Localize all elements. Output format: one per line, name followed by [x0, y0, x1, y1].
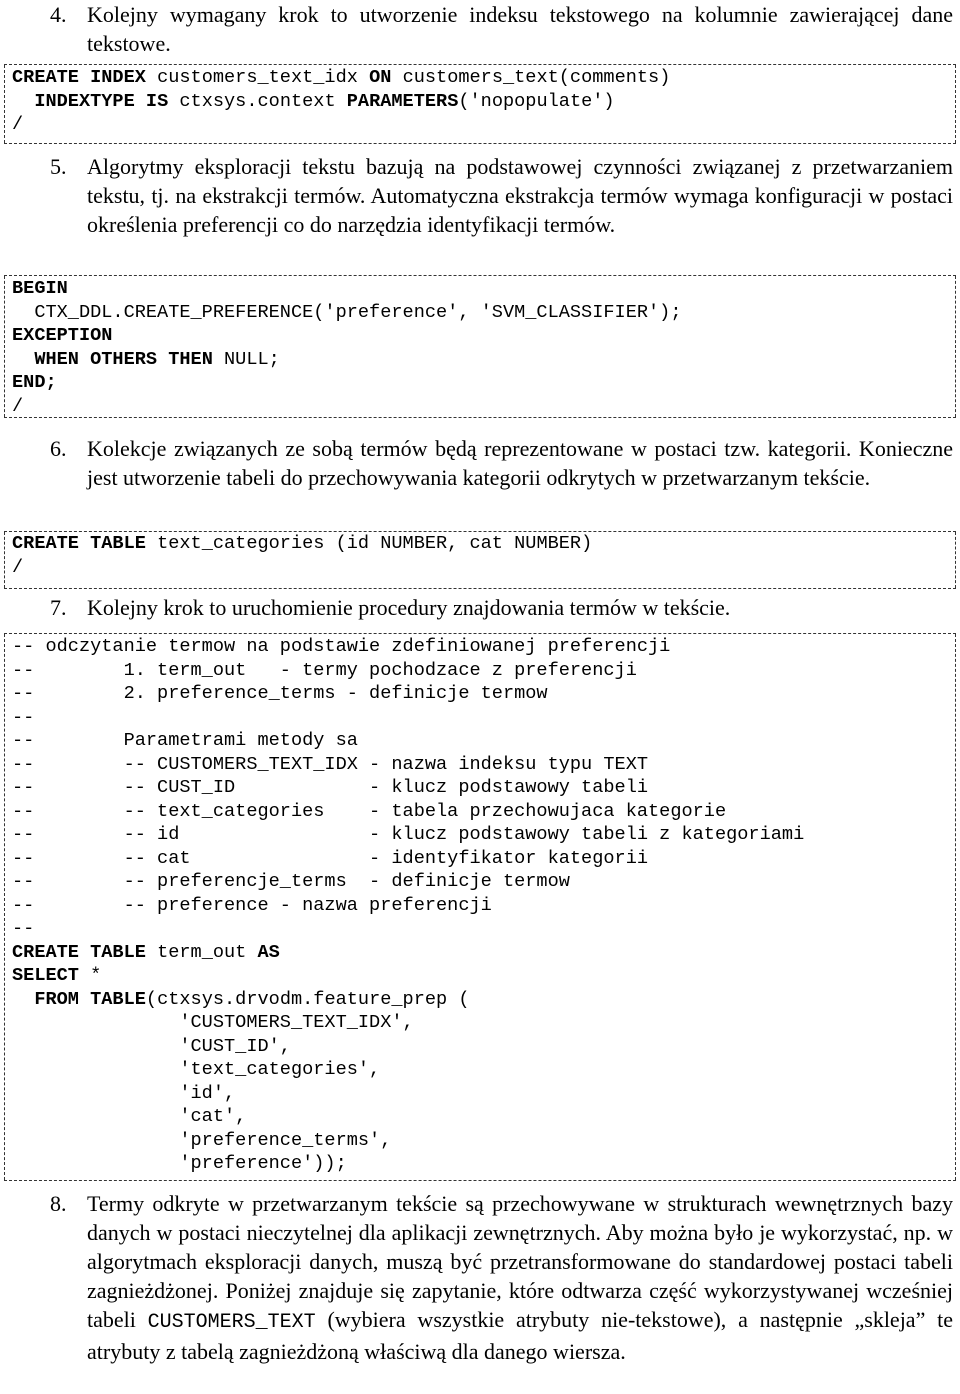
code-line	[12, 847, 956, 871]
code-line	[12, 1105, 956, 1129]
code-text: -- Parametrami metody sa	[12, 730, 358, 751]
paragraph-item-7	[50, 593, 953, 622]
code-line	[12, 395, 956, 419]
code-listing	[4, 66, 956, 137]
code-line	[12, 659, 956, 683]
code-line	[12, 894, 956, 918]
code-line	[12, 90, 956, 114]
code-line	[12, 324, 956, 348]
item-text	[87, 1189, 953, 1366]
code-keyword: ON	[369, 67, 392, 88]
code-text: -- -- cat - identyfikator kategorii	[12, 847, 649, 869]
code-text	[12, 989, 34, 1010]
code-text: 'text_categories',	[12, 1059, 381, 1080]
code-keyword: AS	[257, 941, 280, 963]
item-number: 8.	[50, 1191, 67, 1216]
code-line	[12, 348, 956, 372]
code-line	[12, 532, 956, 556]
item-text: Kolejny wymagany krok to utworzenie indeksu tekstowego na kolumnie zawierającej dane tekstowe.	[87, 2, 953, 56]
item-number: 7.	[50, 595, 67, 620]
code-line	[12, 1058, 956, 1082]
table-name-inline-code: CUSTOMERS_TEXT	[147, 1311, 316, 1334]
code-text: /	[12, 114, 24, 135]
code-line	[12, 753, 956, 777]
item-text: Kolejny krok to uruchomienie procedury znajdowania termów w tekście.	[87, 595, 731, 620]
code-line	[12, 682, 956, 706]
code-line	[12, 964, 956, 988]
paragraph-item-8	[50, 1189, 953, 1366]
code-line	[12, 800, 956, 824]
code-keyword: PARAMETERS	[346, 90, 459, 112]
code-text: ('nopopulate')	[458, 90, 615, 112]
code-line	[12, 301, 956, 325]
code-line	[12, 1129, 956, 1153]
code-listing	[4, 635, 956, 1176]
code-text: 'cat',	[12, 1106, 247, 1127]
item-text: Algorytmy eksploracji tekstu bazują na podstawowej czynności związanej z przetwarzaniem tekstu, tj. na ekstrakcji termów. Automatyczna ekstrakcja termów wymaga konfiguracji w postaci określenia preferencji co do narzędzia identyfikacji termów.	[87, 154, 953, 237]
code-line	[12, 870, 956, 894]
code-text: text_categories (id NUMBER, cat NUMBER)	[145, 533, 593, 554]
code-text: 'CUST_ID',	[12, 1035, 291, 1057]
paragraph-item-5	[50, 152, 953, 239]
paragraph-item-4	[50, 0, 953, 58]
code-line	[12, 941, 956, 965]
item-text: Kolekcje związanych ze sobą termów będą reprezentowane w postaci tzw. kategorii. Konieczne jest utworzenie tabeli do przechowywania kategorii odkrytych w przetwarzanym tekście.	[87, 436, 953, 490]
code-text: 'preference'));	[12, 1153, 347, 1174]
item-text-after: (wybiera wszystkie atrybuty nie-tekstowe), a następnie „skleja” te atrybuty z tabelą zagnieżdżoną właściwą dla danego wiersza.	[87, 1307, 953, 1364]
code-text: -- -- id - klucz podstawowy tabeli z kategoriami	[12, 824, 805, 845]
code-keyword: SELECT	[12, 965, 79, 986]
code-text: 'CUSTOMERS_TEXT_IDX',	[12, 1012, 414, 1033]
code-text	[12, 349, 34, 370]
code-text: -- 1. term_out - termy pochodzace z preferencji	[12, 659, 637, 681]
code-text: 'id',	[12, 1082, 236, 1104]
code-line	[12, 556, 956, 580]
code-line	[12, 113, 956, 137]
code-text: -- -- preference - nazwa preferencji	[12, 894, 492, 916]
code-line	[12, 917, 956, 941]
code-line	[12, 66, 956, 90]
code-text: term_out	[145, 941, 258, 963]
code-line	[12, 277, 956, 301]
code-text: -- -- CUSTOMERS_TEXT_IDX - nazwa indeksu typu TEXT	[12, 753, 649, 775]
code-block-feature-prep	[4, 633, 956, 1181]
code-line	[12, 706, 956, 730]
code-text: -- 2. preference_terms - definicje termow	[12, 683, 548, 704]
code-keyword: END;	[12, 372, 57, 393]
code-text: -- -- CUST_ID - klucz podstawowy tabeli	[12, 777, 649, 798]
code-line	[12, 729, 956, 753]
code-block-create-index	[4, 64, 956, 144]
code-text: -- odczytanie termow na podstawie zdefiniowanej preferencji	[12, 636, 671, 657]
code-line	[12, 635, 956, 659]
code-text: /	[12, 395, 24, 417]
code-line	[12, 776, 956, 800]
code-line	[12, 1035, 956, 1059]
code-listing	[4, 277, 956, 418]
code-text: --	[12, 918, 35, 939]
code-keyword: CREATE INDEX	[12, 67, 146, 88]
code-text: customers_text(comments)	[391, 67, 671, 88]
code-text: 'preference_terms',	[12, 1129, 392, 1151]
code-text: -- -- preferencje_terms - definicje termow	[12, 871, 570, 892]
code-text	[12, 91, 34, 112]
code-keyword: BEGIN	[12, 278, 68, 299]
code-text: ctxsys.context	[168, 90, 347, 112]
code-line	[12, 823, 956, 847]
code-line	[12, 988, 956, 1012]
code-text: NULL;	[212, 348, 280, 370]
code-text: CTX_DDL.CREATE_PREFERENCE('preference', 'SVM_CLASSIFIER');	[12, 301, 682, 323]
code-line	[12, 1082, 956, 1106]
code-text: -- -- text_categories - tabela przechowujaca kategorie	[12, 800, 727, 822]
code-keyword: INDEXTYPE IS	[34, 90, 169, 112]
code-keyword: CREATE TABLE	[12, 533, 146, 554]
code-keyword: CREATE TABLE	[12, 941, 146, 963]
code-keyword: EXCEPTION	[12, 325, 113, 346]
code-text: *	[78, 965, 102, 986]
code-text: /	[12, 556, 24, 578]
code-keyword: WHEN OTHERS THEN	[34, 348, 213, 370]
code-text: (ctxsys.drvodm.feature_prep (	[145, 988, 470, 1010]
paragraph-item-6	[50, 434, 953, 492]
code-line	[12, 1011, 956, 1035]
item-number: 5.	[50, 154, 67, 179]
code-block-create-table	[4, 531, 956, 589]
code-text: --	[12, 706, 35, 728]
code-line	[12, 371, 956, 395]
code-keyword: FROM TABLE	[34, 988, 146, 1010]
code-listing	[4, 532, 956, 579]
code-text: customers_text_idx	[145, 67, 370, 88]
item-text-before: Termy odkryte w przetwarzanym tekście są przechowywane w strukturach wewnętrznych bazy danych w postaci nieczytelnej dla aplikacji zewnętrznych. Aby można było je wykorzystać, np. w algorytmach eksploracji danych, muszą być przetransformowane do standardowej postaci tabeli zagnieżdżonej. Poniżej znajduje się zapytanie, które odtwarza część wykorzystywanej wcześniej tabeli	[87, 1191, 953, 1332]
code-block-create-preference	[4, 275, 956, 418]
item-number: 4.	[50, 2, 67, 27]
code-line	[12, 1152, 956, 1176]
item-number: 6.	[50, 436, 67, 461]
